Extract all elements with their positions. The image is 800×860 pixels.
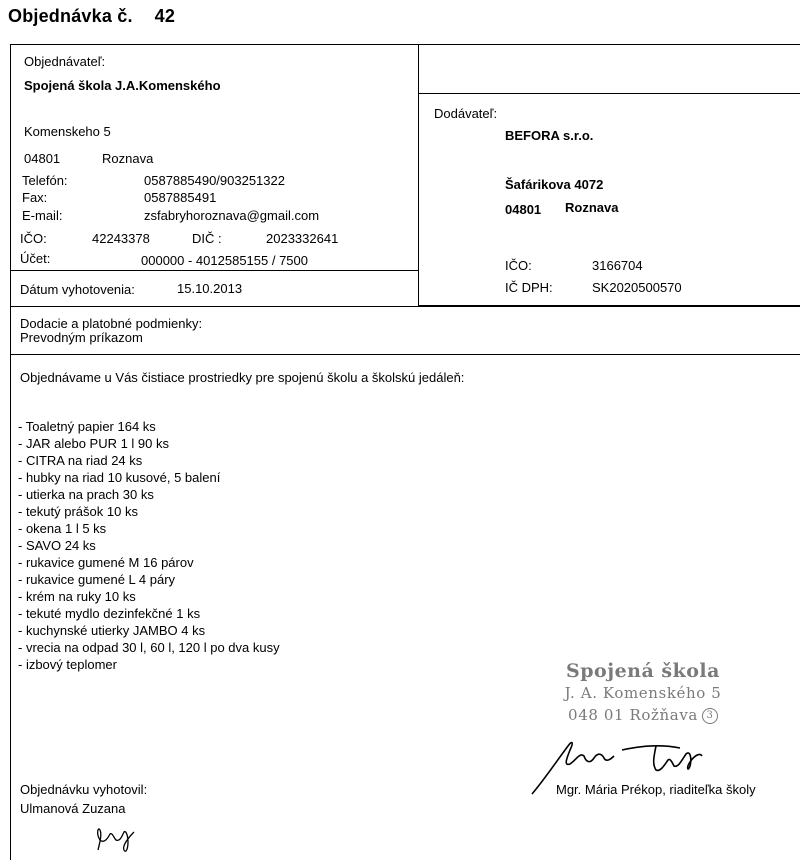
buyer-street: Komenskeho 5	[24, 124, 111, 139]
supplier-icdph: SK2020500570	[592, 280, 682, 295]
supplier-heading: Dodávateľ:	[434, 106, 498, 121]
list-item: - izbový teplomer	[18, 657, 117, 672]
buyer-box-right	[418, 44, 419, 306]
buyer-ico-label: IČO:	[20, 231, 47, 246]
list-item: - Toaletný papier 164 ks	[18, 419, 156, 434]
buyer-city: Roznava	[102, 151, 154, 166]
buyer-account-label: Účet:	[20, 251, 51, 266]
buyer-phone-label: Telefón:	[22, 173, 68, 188]
buyer-account: 000000 - 4012585155 / 7500	[141, 253, 308, 268]
buyer-fax: 0587885491	[144, 190, 217, 205]
buyer-ico: 42243378	[92, 231, 150, 246]
order-number: 42	[154, 6, 176, 26]
list-item: - vrecia na odpad 30 l, 60 l, 120 l po dva kusy	[18, 640, 280, 655]
section-divider-2	[10, 354, 800, 355]
frame-left	[10, 44, 11, 860]
buyer-email-label: E-mail:	[22, 208, 63, 223]
section-divider-1	[10, 306, 800, 307]
list-item: - rukavice gumené L 4 páry	[18, 572, 176, 587]
buyer-heading: Objednávateľ:	[24, 54, 106, 69]
order-title-label: Objednávka č.	[8, 6, 133, 26]
stamp-line-2: J. A. Komenského 5	[564, 684, 722, 702]
list-item: - rukavice gumené M 16 párov	[18, 555, 194, 570]
buyer-name: Spojená škola J.A.Komenského	[24, 78, 221, 93]
stamp-line-1: Spojená škola	[566, 660, 720, 682]
stamp-circle-mark: 3	[702, 708, 718, 724]
list-item: - CITRA na riad 24 ks	[18, 453, 143, 468]
buyer-phone: 0587885490/903251322	[144, 173, 285, 188]
buyer-dic: 2023332641	[266, 231, 339, 246]
supplier-name: BEFORA s.r.o.	[505, 128, 594, 143]
list-item: - tekutý prášok 10 ks	[18, 504, 138, 519]
stamp-address: 048 01 Rožňava	[568, 706, 698, 724]
signatory-name: Mgr. Mária Prékop, riaditeľka školy	[556, 782, 756, 797]
terms-value: Prevodným príkazom	[20, 330, 143, 345]
order-title	[8, 6, 175, 27]
list-item: - krém na ruky 10 ks	[18, 589, 136, 604]
date-value: 15.10.2013	[177, 281, 243, 296]
list-item: - okena 1 l 5 ks	[18, 521, 107, 536]
supplier-city: Roznava	[565, 200, 619, 215]
list-item: - utierka na prach 30 ks	[18, 487, 154, 502]
prepared-by-name: Ulmanová Zuzana	[20, 801, 126, 816]
list-item: - tekuté mydlo dezinfekčné 1 ks	[18, 606, 201, 621]
list-item: - hubky na riad 10 kusové, 5 balení	[18, 470, 221, 485]
prepared-by-label: Objednávku vyhotovil:	[20, 782, 148, 797]
list-item: - SAVO 24 ks	[18, 538, 96, 553]
list-item: - kuchynské utierky JAMBO 4 ks	[18, 623, 206, 638]
order-items-list	[18, 418, 280, 673]
stamp-line-3	[548, 704, 738, 726]
supplier-street: Šafárikova 4072	[505, 177, 604, 192]
date-box-top	[10, 270, 419, 271]
supplier-ico: 3166704	[592, 258, 643, 273]
preparer-signature	[94, 820, 144, 856]
supplier-box-top	[418, 93, 800, 94]
buyer-fax-label: Fax:	[22, 190, 48, 205]
order-intro: Objednávame u Vás čistiace prostriedky pre spojenú školu a školskú jedáleň:	[20, 370, 465, 385]
buyer-email: zsfabryhoroznava@gmail.com	[144, 208, 320, 223]
date-label: Dátum vyhotovenia:	[20, 282, 135, 297]
supplier-icdph-label: IČ DPH:	[505, 280, 553, 295]
terms-heading: Dodacie a platobné podmienky:	[20, 316, 203, 331]
list-item: - JAR alebo PUR 1 l 90 ks	[18, 436, 170, 451]
frame-top	[10, 44, 800, 45]
buyer-dic-label: DIČ :	[192, 231, 222, 246]
supplier-ico-label: IČO:	[505, 258, 532, 273]
school-stamp	[548, 660, 738, 726]
buyer-zip: 04801	[24, 151, 61, 166]
supplier-zip: 04801	[505, 202, 542, 217]
